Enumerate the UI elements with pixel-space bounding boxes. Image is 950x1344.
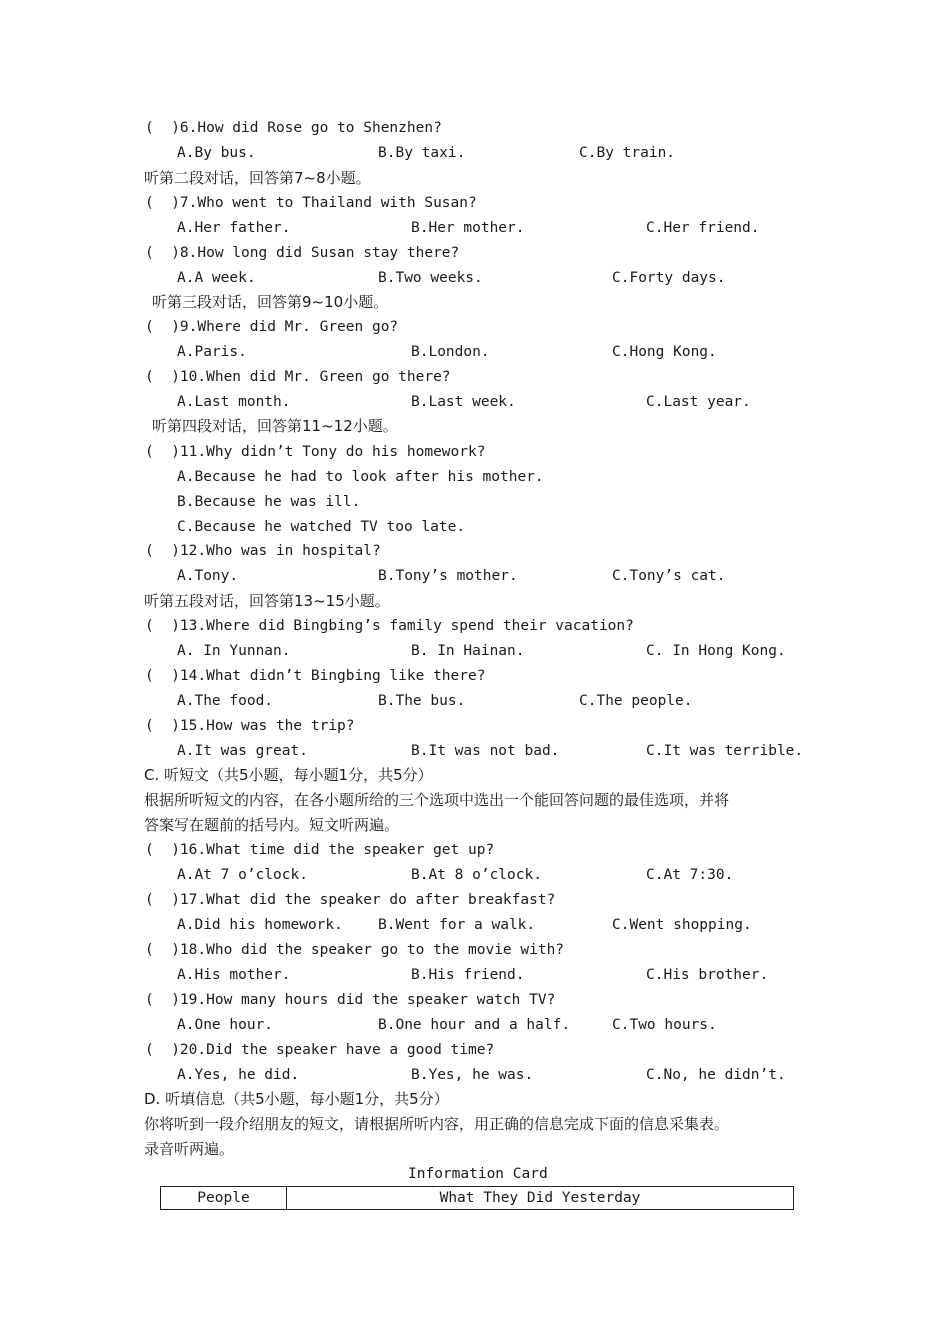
question-text: ( )20.Did the speaker have a good time?: [145, 1042, 495, 1058]
answer-option: C.Tony’s cat.: [612, 568, 726, 584]
answer-option: C.Last year.: [646, 394, 751, 410]
section-heading: 答案写在题前的括号内。短文听两遍。: [144, 816, 400, 834]
answer-option: B. In Hainan.: [411, 643, 525, 659]
question-text: ( )14.What didn’t Bingbing like there?: [145, 668, 486, 684]
answer-option: A.It was great.: [177, 743, 308, 759]
answer-option: A.Her father.: [177, 220, 291, 236]
answer-option: B.It was not bad.: [411, 743, 560, 759]
question-text: ( )6.How did Rose go to Shenzhen?: [145, 120, 442, 136]
answer-option: A.Did his homework.: [177, 917, 343, 933]
section-heading: 听第三段对话，回答第9~10小题。: [152, 293, 389, 311]
question-text: ( )7.Who went to Thailand with Susan?: [145, 195, 477, 211]
section-heading: D. 听填信息（共5小题，每小题1分，共5分）: [144, 1090, 449, 1108]
question-text: ( )10.When did Mr. Green go there?: [145, 369, 451, 385]
answer-option: B.Because he was ill.: [177, 494, 361, 510]
question-text: ( )8.How long did Susan stay there?: [145, 245, 460, 261]
section-heading: 录音听两遍。: [144, 1140, 235, 1158]
answer-option: A.Last month.: [177, 394, 291, 410]
question-text: ( )11.Why didn’t Tony do his homework?: [145, 444, 486, 460]
answer-option: B.Tony’s mother.: [378, 568, 518, 584]
answer-option: A.A week.: [177, 270, 256, 286]
question-text: ( )19.How many hours did the speaker watch TV?: [145, 992, 556, 1008]
answer-option: B.Went for a walk.: [378, 917, 536, 933]
card-title: Information Card: [408, 1166, 548, 1182]
section-heading: 听第四段对话，回答第11~12小题。: [152, 417, 398, 435]
section-heading: 听第五段对话，回答第13~15小题。: [144, 592, 390, 610]
section-heading: 听第二段对话，回答第7~8小题。: [144, 169, 371, 187]
answer-option: B.Last week.: [411, 394, 516, 410]
question-text: ( )13.Where did Bingbing’s family spend their vacation?: [145, 618, 634, 634]
answer-option: B.His friend.: [411, 967, 525, 983]
answer-option: A.Because he had to look after his mother.: [177, 469, 544, 485]
answer-option: C.His brother.: [646, 967, 769, 983]
answer-option: A.By bus.: [177, 145, 256, 161]
question-text: ( )12.Who was in hospital?: [145, 543, 381, 559]
answer-option: A.Paris.: [177, 344, 247, 360]
answer-option: A.His mother.: [177, 967, 291, 983]
answer-option: C.Hong Kong.: [612, 344, 717, 360]
answer-option: C.The people.: [579, 693, 693, 709]
section-heading: 根据所听短文的内容，在各小题所给的三个选项中选出一个能回答问题的最佳选项，并将: [144, 791, 730, 809]
section-heading: C. 听短文（共5小题，每小题1分，共5分）: [144, 766, 433, 784]
section-heading: 你将听到一段介绍朋友的短文，请根据所听内容，用正确的信息完成下面的信息采集表。: [144, 1115, 730, 1133]
answer-option: C.No, he didn’t.: [646, 1067, 786, 1083]
answer-option: A.One hour.: [177, 1017, 274, 1033]
answer-option: A.Tony.: [177, 568, 239, 584]
answer-option: B.One hour and a half.: [378, 1017, 571, 1033]
answer-option: C. In Hong Kong.: [646, 643, 786, 659]
table-row: [161, 1187, 794, 1210]
answer-option: B.At 8 o’clock.: [411, 867, 542, 883]
answer-option: B.The bus.: [378, 693, 466, 709]
answer-option: B.Her mother.: [411, 220, 525, 236]
answer-option: B.London.: [411, 344, 490, 360]
answer-option: C.By train.: [579, 145, 676, 161]
answer-option: C.Because he watched TV too late.: [177, 519, 466, 535]
header-people: People: [161, 1187, 287, 1210]
answer-option: B.Yes, he was.: [411, 1067, 534, 1083]
answer-option: A.At 7 o’clock.: [177, 867, 308, 883]
question-text: ( )16.What time did the speaker get up?: [145, 842, 495, 858]
answer-option: C.Went shopping.: [612, 917, 752, 933]
question-text: ( )18.Who did the speaker go to the movie with?: [145, 942, 565, 958]
header-what-they-did: What They Did Yesterday: [287, 1187, 794, 1210]
answer-option: B.By taxi.: [378, 145, 466, 161]
answer-option: A. In Yunnan.: [177, 643, 291, 659]
answer-option: C.At 7:30.: [646, 867, 734, 883]
question-text: ( )9.Where did Mr. Green go?: [145, 319, 399, 335]
question-text: ( )17.What did the speaker do after breakfast?: [145, 892, 556, 908]
answer-option: A.The food.: [177, 693, 274, 709]
question-text: ( )15.How was the trip?: [145, 718, 355, 734]
answer-option: C.Two hours.: [612, 1017, 717, 1033]
information-card-table: [160, 1186, 794, 1210]
answer-option: C.Forty days.: [612, 270, 726, 286]
answer-option: B.Two weeks.: [378, 270, 483, 286]
answer-option: C.It was terrible.: [646, 743, 804, 759]
answer-option: A.Yes, he did.: [177, 1067, 300, 1083]
answer-option: C.Her friend.: [646, 220, 760, 236]
